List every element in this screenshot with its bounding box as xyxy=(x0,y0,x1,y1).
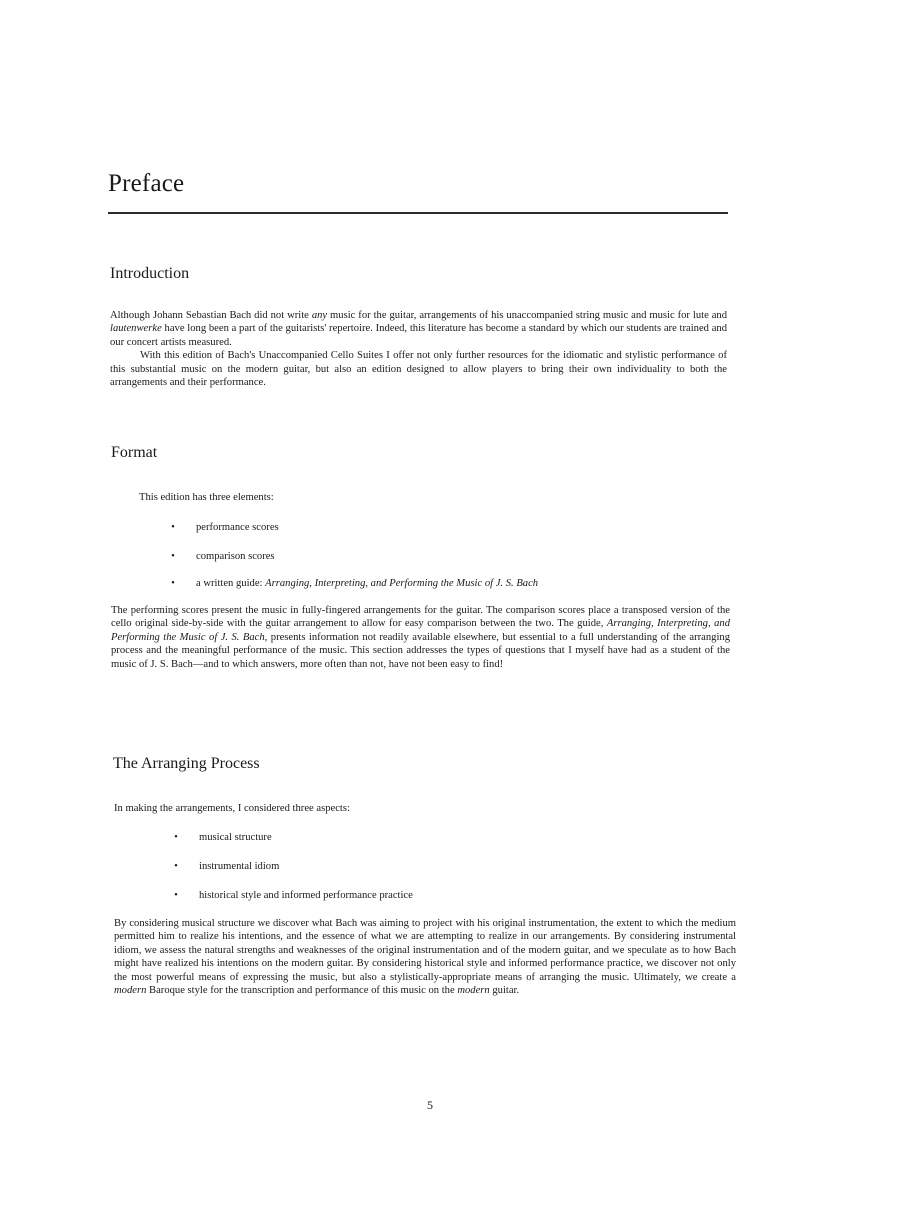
introduction-text-1a: Although Johann Sebastian Bach did not write xyxy=(110,310,312,321)
format-bullet-text xyxy=(196,578,538,589)
title-rule xyxy=(108,212,728,214)
format-bullet-text: comparison scores xyxy=(196,551,275,562)
bullet-icon: • xyxy=(171,551,175,562)
arranging-text-a: By considering musical structure we discover what Bach was aiming to project with his original instrumentation, the extent to which the medium permitted him to realize his intentions, and the essence of what we are attempting to realize in our arrangements. By considering instrumental idiom, we assess the natural strengths and weaknesses of the original instrumentation and of the modern guitar, and we speculate as to how Bach might have realized his intentions on the modern guitar. By considering historical style and informed performance practice, we discover not only the most powerful means of expressing the music, but also a stylistically-appropriate means of arranging the music. Ultimately, we create a xyxy=(114,918,736,983)
format-heading: Format xyxy=(111,444,158,461)
format-text-b: , presents information not readily available elsewhere, but essential to a full understanding of the arranging process and the meaningful performance of the music. This section addresses the types of questions that I myself have had as a student of the music of J. S. Bach—and to which answers, more often than not, have not been easy to find! xyxy=(111,631,730,670)
bullet-icon: • xyxy=(171,578,175,589)
format-lead: This edition has three elements: xyxy=(139,492,274,503)
bullet-icon: • xyxy=(174,890,178,901)
format-guide-title: Arranging, Interpreting, and Performing the Music of J. S. Bach xyxy=(111,618,730,643)
arranging-lead: In making the arrangements, I considered three aspects: xyxy=(114,803,350,814)
page-number: 5 xyxy=(427,1098,433,1112)
bullet-icon: • xyxy=(174,861,178,872)
format-bullet-text: performance scores xyxy=(196,522,279,533)
introduction-emphasis-any: any xyxy=(311,310,328,321)
introduction-text-1b: music for the guitar, arrangements of his unaccompanied string music and music for lute and xyxy=(327,310,727,321)
arranging-text-b: Baroque style for the transcription and performance of this music on the xyxy=(146,985,458,997)
introduction-paragraph xyxy=(110,309,727,389)
arranging-emphasis-modern-2: modern xyxy=(457,985,490,997)
format-paragraph xyxy=(111,604,730,671)
arranging-emphasis-modern-1: modern xyxy=(114,985,147,997)
arranging-bullet-text: historical style and informed performance practice xyxy=(199,890,413,901)
format-text-a: The performing scores present the music in fully-fingered arrangements for the guitar. The comparison scores place a transposed version of the cello original side-by-side with the guitar arrangement to allow for easy comparison between the two. The guide, xyxy=(111,605,730,630)
arranging-text-c: guitar. xyxy=(489,985,520,997)
format-bullet-prefix: a written guide: xyxy=(196,578,266,589)
introduction-text-2: With this edition of Bach's Unaccompanied Cello Suites I offer not only further resources for the idiomatic and stylistic performance of this substantial music on the modern guitar, but also an edition designed to allow players to bring their own individuality to both the arrangements and their performance. xyxy=(110,350,727,389)
introduction-emphasis-lautenwerke: lautenwerke xyxy=(110,323,162,335)
arranging-heading: The Arranging Process xyxy=(113,755,260,772)
bullet-icon: • xyxy=(171,522,175,533)
format-bullet-guide-title: Arranging, Interpreting, and Performing the Music of J. S. Bach xyxy=(265,578,539,589)
page-title: Preface xyxy=(108,170,185,197)
introduction-heading: Introduction xyxy=(110,265,190,282)
arranging-paragraph xyxy=(114,917,736,997)
arranging-bullet-text: musical structure xyxy=(199,832,272,843)
arranging-bullet-text: instrumental idiom xyxy=(199,861,280,872)
introduction-text-1c: have long been a part of the guitarists' repertoire. Indeed, this literature has become a standard by which our students are trained and our concert artists measured. xyxy=(110,323,727,348)
bullet-icon: • xyxy=(174,832,178,843)
